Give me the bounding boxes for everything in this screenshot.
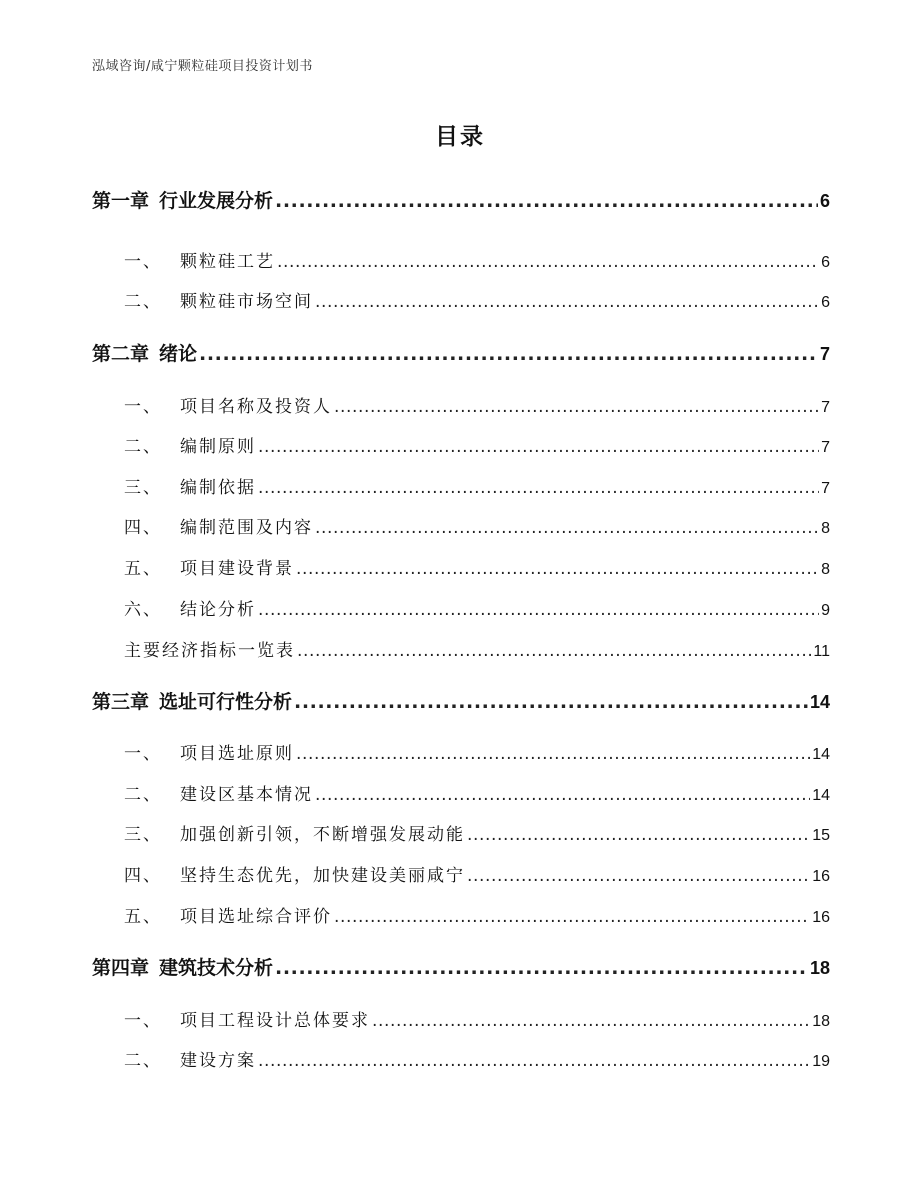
toc-page-number: 7 <box>821 480 830 497</box>
toc-section-entry[interactable] <box>92 820 830 845</box>
toc-dot-leader <box>315 785 810 805</box>
toc-entry-label <box>92 687 292 714</box>
toc-dot-leader <box>467 866 810 886</box>
toc-page-number: 18 <box>812 1013 830 1030</box>
toc-section-entry[interactable] <box>92 739 830 764</box>
toc-entry-text: 选址可行性分析 <box>159 691 293 713</box>
toc-page-number: 8 <box>821 520 830 537</box>
toc-dot-leader <box>334 907 810 927</box>
toc-entry-label <box>124 247 275 272</box>
toc-entry-text: 项目建设背景 <box>180 559 294 579</box>
toc-section-entry[interactable] <box>92 861 830 886</box>
toc-section-entry[interactable] <box>92 595 830 620</box>
toc-dot-leader <box>315 518 819 538</box>
toc-section-entry[interactable] <box>92 636 830 661</box>
toc-dot-leader <box>199 343 818 365</box>
toc-entry-number: 六、 <box>124 600 162 620</box>
toc-section-entry[interactable] <box>92 1046 830 1071</box>
toc-entry-number: 二、 <box>124 1051 162 1071</box>
toc-entry-label <box>124 1006 370 1031</box>
running-header: 泓域咨询/咸宁颗粒硅项目投资计划书 <box>92 59 313 74</box>
toc-dot-leader <box>277 252 819 272</box>
toc-dot-leader <box>372 1011 810 1031</box>
toc-section-entry[interactable] <box>92 902 830 927</box>
toc-entry-text: 建设方案 <box>180 1051 256 1071</box>
toc-section-entry[interactable] <box>92 513 830 538</box>
toc-entry-label <box>124 902 332 927</box>
toc-entry-label <box>124 287 313 312</box>
toc-page-number: 14 <box>809 692 830 712</box>
toc-page-number: 6 <box>821 254 830 271</box>
toc-dot-leader <box>275 957 808 979</box>
toc-entry-number: 二、 <box>124 292 162 312</box>
toc-entry-number: 三、 <box>124 825 162 845</box>
toc-entry-number: 五、 <box>124 559 162 579</box>
toc-entry-text: 项目工程设计总体要求 <box>180 1011 370 1031</box>
toc-entry-number: 四、 <box>124 518 162 538</box>
toc-dot-leader <box>297 641 811 661</box>
toc-dot-leader <box>258 600 819 620</box>
toc-entry-label <box>124 1046 256 1071</box>
toc-entry-label <box>124 780 313 805</box>
toc-entry-label <box>92 339 197 366</box>
toc-entry-label <box>124 636 295 661</box>
toc-dot-leader <box>334 397 819 417</box>
toc-entry-text: 颗粒硅工艺 <box>180 252 275 272</box>
toc-entry-label <box>92 953 273 980</box>
toc-entry-text: 编制依据 <box>180 478 256 498</box>
toc-section-entry[interactable] <box>92 287 830 312</box>
toc-dot-leader <box>275 190 818 212</box>
toc-page-number: 7 <box>821 439 830 456</box>
toc-entry-text: 加强创新引领，不断增强发展动能 <box>180 825 465 845</box>
toc-entry-label <box>124 861 465 886</box>
toc-entry-text: 项目名称及投资人 <box>180 397 332 417</box>
toc-dot-leader <box>467 825 810 845</box>
toc-entry-text: 主要经济指标一览表 <box>124 641 295 661</box>
toc-entry-number: 第二章 <box>92 343 150 365</box>
toc-dot-leader <box>294 691 808 713</box>
toc-section-entry[interactable] <box>92 247 830 272</box>
toc-page-number: 16 <box>812 909 830 926</box>
toc-page-number: 19 <box>812 1053 830 1070</box>
toc-page-number: 8 <box>821 561 830 578</box>
toc-entry-label <box>124 473 256 498</box>
toc-page-number: 14 <box>812 787 830 804</box>
toc-chapter-entry[interactable] <box>92 687 830 714</box>
toc-entry-text: 行业发展分析 <box>159 190 274 212</box>
toc-page-number: 14 <box>812 746 830 763</box>
toc-entry-text: 建设区基本情况 <box>180 785 313 805</box>
toc-entry-number: 一、 <box>124 397 162 417</box>
toc-page-number: 18 <box>809 958 830 978</box>
toc-entry-number: 五、 <box>124 907 162 927</box>
toc-dot-leader <box>315 292 819 312</box>
toc-entry-label <box>124 392 332 417</box>
toc-page-number: 15 <box>812 827 830 844</box>
toc-dot-leader <box>258 478 819 498</box>
toc-entry-label <box>124 820 465 845</box>
toc-entry-label <box>92 186 273 213</box>
toc-entry-number: 四、 <box>124 866 162 886</box>
toc-section-entry[interactable] <box>92 473 830 498</box>
toc-entry-text: 结论分析 <box>180 600 256 620</box>
toc-section-entry[interactable] <box>92 554 830 579</box>
toc-entry-label <box>124 595 256 620</box>
toc-entry-number: 二、 <box>124 437 162 457</box>
toc-dot-leader <box>258 1051 810 1071</box>
toc-entry-number: 第四章 <box>92 957 150 979</box>
toc-page-number: 7 <box>821 399 830 416</box>
toc-chapter-entry[interactable] <box>92 339 830 366</box>
toc-entry-text: 项目选址原则 <box>180 744 294 764</box>
toc-chapter-entry[interactable] <box>92 186 830 213</box>
toc-chapter-entry[interactable] <box>92 953 830 980</box>
toc-title: 目录 <box>435 124 485 150</box>
toc-page-number: 16 <box>812 868 830 885</box>
toc-entry-text: 颗粒硅市场空间 <box>180 292 313 312</box>
toc-entry-number: 二、 <box>124 785 162 805</box>
toc-section-entry[interactable] <box>92 392 830 417</box>
toc-page-number: 7 <box>819 344 830 364</box>
toc-page-number: 9 <box>821 602 830 619</box>
toc-entry-text: 项目选址综合评价 <box>180 907 332 927</box>
toc-entry-number: 一、 <box>124 252 162 272</box>
toc-entry-number: 三、 <box>124 478 162 498</box>
toc-page-number: 6 <box>821 294 830 311</box>
toc-entry-label <box>124 739 294 764</box>
toc-entry-number: 一、 <box>124 744 162 764</box>
toc-section-entry[interactable] <box>92 432 830 457</box>
toc-entry-label <box>124 554 294 579</box>
toc-entry-text: 坚持生态优先，加快建设美丽咸宁 <box>180 866 465 886</box>
toc-dot-leader <box>258 437 819 457</box>
toc-entry-number: 第一章 <box>92 190 150 212</box>
toc-entry-text: 绪论 <box>159 343 198 365</box>
toc-dot-leader <box>296 744 810 764</box>
toc-entry-text: 编制范围及内容 <box>180 518 313 538</box>
toc-entry-number: 第三章 <box>92 691 150 713</box>
toc-entry-text: 建筑技术分析 <box>159 957 274 979</box>
toc-entry-text: 编制原则 <box>180 437 256 457</box>
toc-page-number: 11 <box>813 643 830 660</box>
toc-entry-label <box>124 432 256 457</box>
toc-entry-number: 一、 <box>124 1011 162 1031</box>
toc-page-number: 6 <box>819 191 830 211</box>
toc-section-entry[interactable] <box>92 780 830 805</box>
toc-dot-leader <box>296 559 819 579</box>
toc-section-entry[interactable] <box>92 1006 830 1031</box>
toc-entry-label <box>124 513 313 538</box>
